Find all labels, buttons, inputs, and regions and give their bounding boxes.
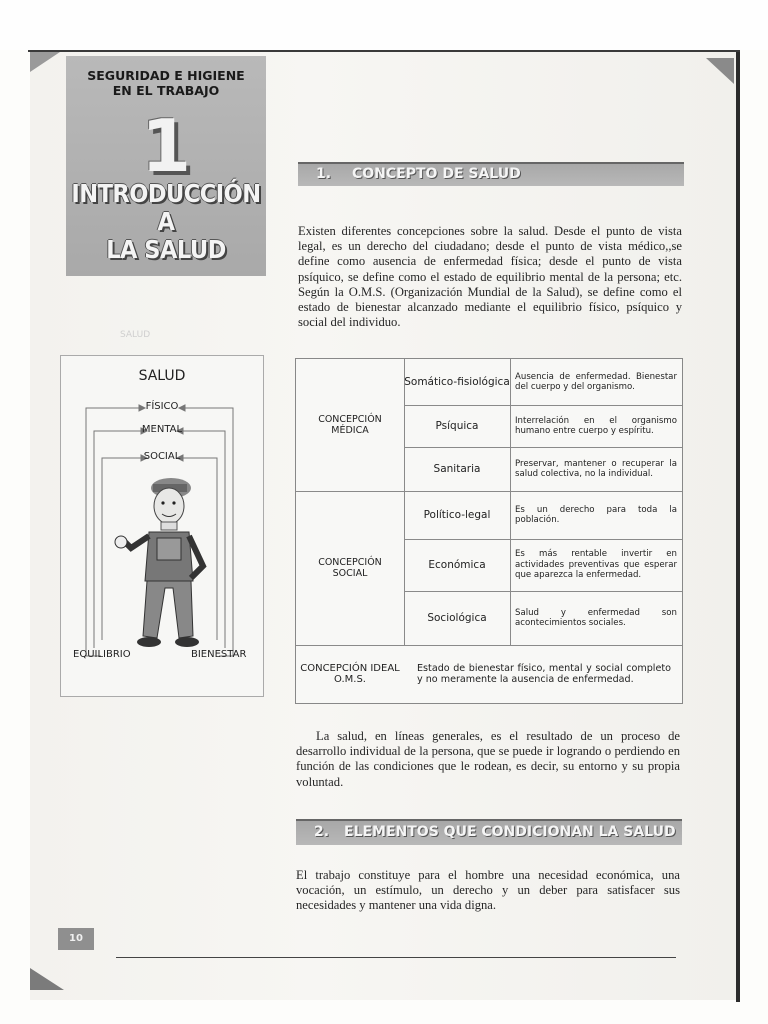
table-description: Es un derecho para toda la población.: [515, 504, 677, 525]
table-aspect: Somático-fisiológica: [404, 376, 510, 388]
section-1-paragraph: Existen diferentes concepciones sobre la salud. Desde el punto de vista legal, es un derecho del ciudadano; desde el punto de vista médico,,se define como ausencia de enfermedad física; desde el punto de vista psíquico, se define como el estado de equilibrio mental de la persona; etc. Según la O.M.S. (Organización Mundial de la Salud), se define como el estado de bienestar alcanzado mediante el equilibrio físico, psíquico y social del individuo.: [298, 224, 682, 330]
chapter-title: [66, 180, 266, 264]
table-aspect: Económica: [428, 559, 486, 571]
series-line-1: SEGURIDAD E HIGIENE: [87, 68, 245, 83]
section-2-header: [296, 819, 682, 845]
section-1-title: CONCEPTO DE SALUD: [352, 166, 521, 182]
page-right-edge: [736, 52, 740, 1002]
table-aspect: Sanitaria: [433, 463, 481, 475]
bleed-through-text: SALUD: [120, 330, 151, 340]
paragraph-salud: La salud, en líneas generales, es el resultado de un proceso de desarrollo individual de la persona, que se puede ir logrando o perdiendo en función de las condiciones que le rodean, es decir, su entorno y su propia voluntad.: [296, 729, 680, 789]
figure-title: SALUD: [138, 368, 186, 384]
table-concept-ideal: CONCEPCIÓN IDEAL O.M.S.: [300, 663, 400, 685]
figure-label-equilibrio: EQUILIBRIO: [73, 649, 131, 660]
table-aspect: Sociológica: [427, 612, 487, 624]
footer-rule: [116, 957, 676, 958]
table-ideal-description: Estado de bienestar físico, mental y social completo y no meramente la ausencia de enfermedad.: [417, 662, 671, 685]
table-aspect: Psíquica: [435, 420, 479, 432]
section-2-number: 2.: [314, 824, 330, 840]
table-description: Preservar, mantener o recuperar la salud colectiva, no la individual.: [515, 458, 677, 479]
chapter-banner: [66, 56, 266, 276]
page-corner-top-left: [30, 52, 60, 72]
table-concept-medica: CONCEPCIÓN MÉDICA: [318, 414, 382, 436]
worker-illustration: [115, 478, 203, 647]
figure-label-bienestar: BIENESTAR: [191, 649, 247, 660]
table-concept-social: CONCEPCIÓN SOCIAL: [318, 557, 382, 579]
figure-item-social: SOCIAL: [143, 451, 181, 462]
table-aspect: Político-legal: [423, 509, 491, 521]
chapter-title-line-1: INTRODUCCIÓN: [71, 179, 261, 208]
scan-margin: [0, 0, 768, 50]
table-description: Ausencia de enfermedad. Bienestar del cuerpo y del organismo.: [515, 371, 677, 392]
section-2-title: ELEMENTOS QUE CONDICIONAN LA SALUD: [344, 824, 676, 840]
health-concepts-table: [295, 358, 683, 704]
table-description: Interrelación en el organismo humano entre cuerpo y espíritu.: [515, 415, 677, 436]
chapter-title-line-3: LA SALUD: [106, 235, 226, 264]
section-1-number: 1.: [316, 166, 332, 182]
chapter-number: 1: [140, 104, 192, 188]
book-series-title: [66, 68, 266, 98]
series-line-2: EN EL TRABAJO: [112, 83, 220, 98]
table-description: Salud y enfermedad son acontecimientos sociales.: [515, 607, 677, 628]
page-number: 10: [58, 928, 94, 950]
page-corner-bottom-left: [30, 968, 64, 990]
figure-item-fisico: FÍSICO: [145, 401, 179, 412]
health-figure: [60, 355, 264, 697]
figure-item-mental: MENTAL: [141, 424, 183, 435]
table-description: Es más rentable invertir en actividades preventivas que esperar que aparezca la enfermedad.: [515, 549, 677, 581]
chapter-title-line-2: A: [157, 207, 175, 236]
section-1-header: [298, 162, 684, 186]
section-2-paragraph: El trabajo constituye para el hombre una necesidad económica, una vocación, un estímulo, un derecho y un deber para satisfacer sus necesidades y mantener una vida digna.: [296, 868, 680, 913]
page-corner-top-right: [706, 58, 734, 84]
